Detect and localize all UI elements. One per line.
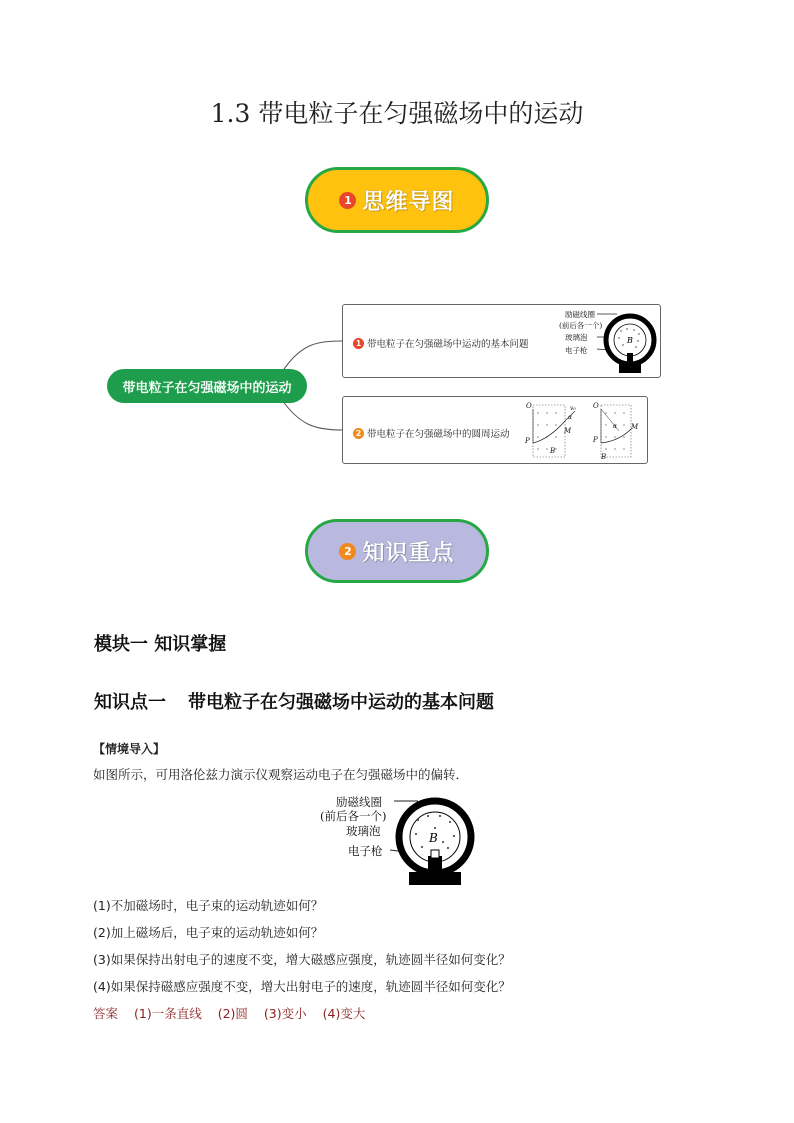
mindmap-branch-2-label-row <box>353 426 510 440</box>
answer-item-3: (3)变小 <box>263 1006 307 1021</box>
branch-number-2: 2 <box>353 428 364 439</box>
coil2-label: (前后各一个) <box>320 809 387 823</box>
diag2-o-label: O <box>593 402 599 410</box>
mindmap-branch-1 <box>342 304 661 378</box>
diag1-v0-label: v₀ <box>570 405 576 412</box>
mindmap-branch-2 <box>342 396 648 464</box>
branch-number-1: 1 <box>353 338 364 349</box>
knowledge-point-heading <box>94 688 494 714</box>
section-keypoints-label: 知识重点 <box>362 540 455 566</box>
question-1: (1)不加磁场时，电子束的运动轨迹如何？ <box>93 898 324 913</box>
section-number-1: 1 <box>339 192 356 209</box>
knowledge-point-number: 知识点一 <box>94 692 166 713</box>
diag1-o-label: O <box>526 402 532 410</box>
svg-text:B: B <box>429 831 438 845</box>
diag2-b-label: B <box>601 453 607 461</box>
answer-item-4: (4)变大 <box>322 1006 366 1021</box>
diag2-alpha-label: α <box>613 423 618 430</box>
mindmap-branch-1-label-row <box>353 336 529 350</box>
intro-tag: 【情境导入】 <box>93 742 166 756</box>
section-number-2: 2 <box>339 543 356 560</box>
knowledge-point-title: 带电粒子在匀强磁场中运动的基本问题 <box>188 692 494 713</box>
mindmap-root: 带电粒子在匀强磁场中的运动 <box>107 369 307 403</box>
question-4: (4)如果保持磁感应强度不变，增大出射电子的速度，轨迹圆半径如何变化？ <box>93 979 511 994</box>
module-heading: 模块一 知识掌握 <box>94 634 227 655</box>
gun-label: 电子枪 <box>348 844 383 858</box>
svg-text:B: B <box>627 336 633 345</box>
mini-gun-label: 电子枪 <box>565 346 588 355</box>
bulb-apparatus-icon <box>318 792 478 888</box>
diag1-p-label: P <box>525 437 530 445</box>
mini-coil-label: 励磁线圈 <box>565 310 595 319</box>
diag2-m-label: M <box>631 423 639 431</box>
bulb-label: 玻璃泡 <box>346 824 381 838</box>
section-keypoints-badge <box>305 519 489 583</box>
section-mindmap-label: 思维导图 <box>362 189 455 215</box>
mindmap-apparatus-figure <box>539 307 659 377</box>
diag1-b-label: B <box>550 447 556 455</box>
mini-bulb-label: 玻璃泡 <box>565 333 588 342</box>
branch-2-text: 带电粒子在匀强磁场中的圆周运动 <box>367 429 510 440</box>
diag1-alpha-label: α <box>568 414 573 421</box>
question-2: (2)加上磁场后，电子束的运动轨迹如何？ <box>93 925 324 940</box>
coil-label: 励磁线圈 <box>336 795 382 809</box>
mini-coil2-label: (前后各一个) <box>559 321 603 330</box>
intro-text: 如图所示，可用洛伦兹力演示仪观察运动电子在匀强磁场中的偏转． <box>93 767 469 782</box>
mini-bulb-icon <box>539 307 659 377</box>
answer-item-2: (2)圆 <box>217 1006 248 1021</box>
lorentz-apparatus-figure <box>318 792 478 888</box>
answer-item-1: (1)一条直线 <box>134 1006 202 1021</box>
branch-1-text: 带电粒子在匀强磁场中运动的基本问题 <box>367 339 529 350</box>
trajectory-diagram-2 <box>591 401 647 463</box>
diag1-m-label: M <box>564 427 572 435</box>
diag2-p-label: P <box>593 436 598 444</box>
question-3: (3)如果保持出射电子的速度不变，增大磁感应强度，轨迹圆半径如何变化？ <box>93 952 511 967</box>
page-title: 1.3 带电粒子在匀强磁场中的运动 <box>210 99 584 128</box>
answer-label: 答案 <box>93 1006 119 1021</box>
answer-line <box>93 1004 377 1022</box>
